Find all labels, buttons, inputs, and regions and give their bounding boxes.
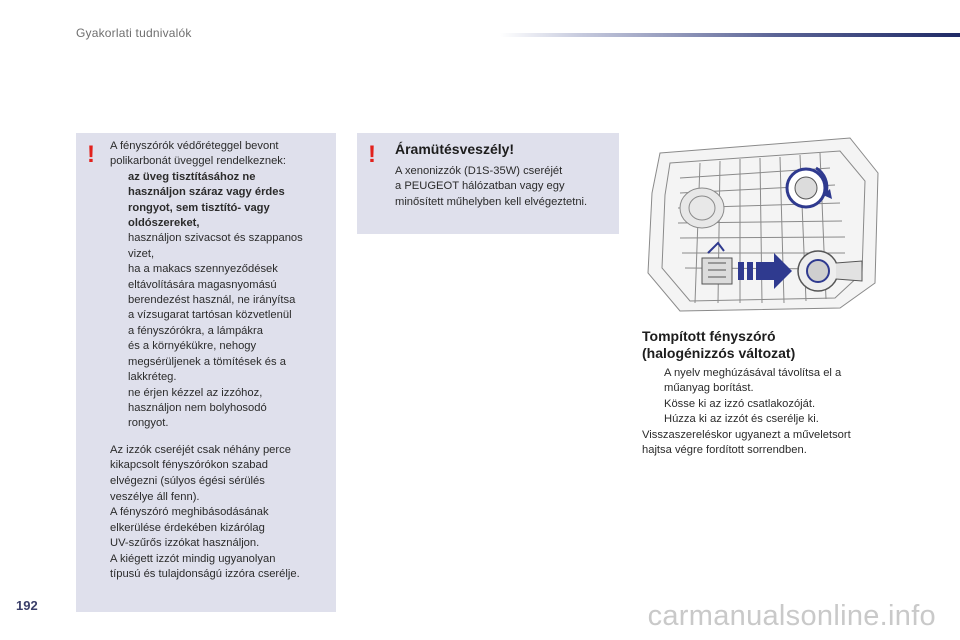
low-beam-instructions (642, 366, 892, 458)
step-line: Kösse ki az izzó csatlakozóját. (664, 397, 816, 410)
warning-title: Áramütésveszély! (395, 141, 515, 157)
bullet-item (110, 386, 330, 432)
bullet-item (110, 231, 330, 262)
intro-line: polikarbonát üveggel rendelkeznek: (110, 155, 287, 168)
bullet-line: rongyot. (128, 417, 169, 430)
intro-line: A fényszórók védőréteggel bevont (110, 140, 279, 152)
paragraph-line: A kiégett izzót mindig ugyanolyan (110, 552, 276, 565)
closing-line: Visszaszereléskor ugyanezt a műveletsort (642, 428, 851, 441)
care-warning-content (110, 139, 330, 583)
step-item (642, 397, 892, 412)
bullet-line: az üveg tisztításához ne (128, 170, 256, 183)
warning-text (395, 164, 615, 210)
bullet-line: ne érjen kézzel az izzóhoz, (128, 386, 263, 399)
page-number: 192 (16, 598, 38, 613)
step-line: műanyag borítást. (664, 382, 754, 395)
step-item (642, 366, 892, 397)
step-line: Húzza ki az izzót és cserélje ki. (664, 413, 819, 426)
paragraph-line: kikapcsolt fényszórókon szabad (110, 459, 268, 472)
warning-line: minősített műhelyben kell elvégeztetni. (395, 195, 588, 208)
heading-line: (halogénizzós változat) (642, 345, 796, 361)
bullet-line: a vízsugarat tartósan közvetlenül (128, 309, 292, 322)
bullet-line: eltávolítására magasnyomású (128, 278, 277, 291)
bulb-replacement-paragraph (110, 443, 330, 583)
heading-line: Tompított fényszóró (642, 328, 776, 344)
paragraph-line: Az izzók cseréjét csak néhány perce (110, 443, 291, 456)
bullet-line: a fényszórókra, a lámpákra (128, 324, 263, 337)
paragraph-line: UV-szűrős izzókat használjon. (110, 537, 260, 550)
warning-line: a PEUGEOT hálózatban vagy egy (395, 180, 565, 193)
bullet-line: megsérüljenek a tömítések és a (128, 355, 286, 368)
paragraph-line: veszélye áll fenn). (110, 490, 200, 503)
site-watermark: carmanualsonline.info (647, 600, 936, 632)
header-gradient-bar (500, 33, 960, 37)
bullet-line: vizet, (128, 247, 155, 260)
paragraph-line: elkerülése érdekében kizárólag (110, 521, 265, 534)
care-warning-box (76, 133, 336, 612)
step-item (642, 412, 892, 427)
warning-exclamation-icon: ! (368, 141, 376, 168)
bullet-line: használjon nem bolyhosodó (128, 401, 267, 414)
bullet-line: berendezést használ, ne irányítsa (128, 294, 296, 307)
bullet-line: rongyot, sem tisztító- vagy (128, 201, 270, 214)
bullet-item (110, 262, 330, 385)
closing-line: hajtsa végre fordított sorrendben. (642, 444, 807, 457)
bullet-line: lakkréteg. (128, 371, 177, 384)
bullet-line: ha a makacs szennyeződések (128, 263, 278, 276)
electric-shock-warning-box (357, 133, 619, 234)
low-beam-heading (642, 328, 902, 362)
bullet-line: oldószereket, (128, 217, 200, 230)
paragraph-line: elvégezni (súlyos égési sérülés (110, 474, 265, 487)
paragraph-line: típusú és tulajdonságú izzóra cserélje. (110, 568, 300, 581)
warning-exclamation-icon: ! (87, 141, 95, 168)
bullet-line: és a környékükre, nehogy (128, 340, 257, 353)
warning-line: A xenonizzók (D1S-35W) cseréjét (395, 165, 563, 177)
running-header: Gyakorlati tudnivalók (76, 26, 192, 40)
paragraph-line: A fényszóró meghibásodásának (110, 506, 269, 519)
step-line: A nyelv meghúzásával távolítsa el a (664, 367, 842, 379)
bullet-line: használjon szivacsot és szappanos (128, 232, 303, 245)
bullet-item (110, 170, 330, 232)
bullet-line: használjon száraz vagy érdes (128, 186, 285, 199)
headlamp-bulb-illustration (640, 133, 880, 313)
